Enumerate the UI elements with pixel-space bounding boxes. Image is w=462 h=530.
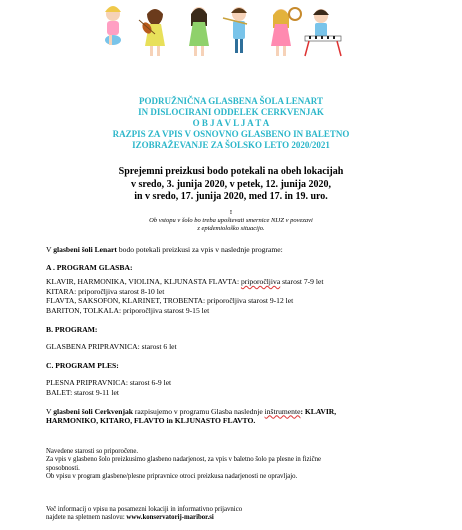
- child-drummer-figure: [105, 6, 121, 45]
- program-b-row-1: GLASBENA PRIPRAVNICA: starost 6 let: [46, 342, 177, 352]
- note-recommended-age: Navedene starosti so priporočene.: [46, 448, 139, 455]
- note-line-1: Ob vstopu v šolo bo treba upoštevati smernice NIJZ v povezavi: [149, 217, 313, 224]
- footer-line-2: najdete na spletnem naslovu: www.konservatorij-maribor.si: [46, 514, 214, 522]
- child-flutist-figure: [223, 7, 247, 53]
- heading-line-school: PODRUŽNIČNA GLASBENA ŠOLA LENART: [139, 96, 323, 106]
- program-c-title: C. PROGRAM PLES:: [46, 360, 119, 370]
- nijz-note: [90, 209, 372, 233]
- child-pianist-figure: [305, 9, 341, 56]
- child-singer-figure: [189, 7, 209, 56]
- program-a-row-1: KLAVIR, HARMONIKA, VIOLINA, KLJUNASTA FLAVTA: priporočljiva starost 7-9 let: [46, 277, 324, 287]
- note-preparatory: Ob vpisu v program glasbene/plesne pripravnice otroci preizkusa nadarjenosti ne opravljajo.: [46, 473, 298, 481]
- footer-line-1: Več informacij o vpisu na posamezni lokaciji in informativno prijavnico: [46, 506, 243, 513]
- program-c-row-1: PLESNA PRIPRAVNICA: starost 6-9 let: [46, 378, 172, 388]
- cerkvenjak-intro: V glasbeni šoli Cerkvenjak razpisujemo v programu Glasba naslednje inštrumente: KLAVIR,: [46, 406, 337, 416]
- cerkvenjak-instruments: HARMONIKO, KITARO, FLAVTO in KLJUNASTO FLAVTO.: [46, 416, 256, 426]
- program-c-row-2: BALET: starost 9-11 let: [46, 387, 119, 397]
- heading-line-year: IZOBRAŽEVANJE ZA ŠOLSKO LETO 2020/2021: [132, 140, 330, 150]
- program-b-title: B. PROGRAM:: [46, 324, 98, 334]
- note-line-2: z epidemiološko situacijo.: [197, 225, 265, 232]
- child-tambourine-figure: [271, 8, 301, 56]
- additional-notes: [46, 448, 446, 482]
- note-exclamation: !: [229, 209, 233, 216]
- child-violinist-figure: [139, 9, 165, 56]
- lenart-intro: V glasbeni šoli Lenart bodo potekali preizkusi za vpis v naslednje programe:: [46, 245, 283, 254]
- dates-line-3: in v sredo, 17. junija 2020, med 17. in 19. uro.: [134, 191, 328, 202]
- note-exam-scope: Za vpis v glasbeno šolo preizkusimo glasbeno nadarjenost, za vpis v baletno šolo pa plesne in fizične: [46, 456, 322, 464]
- dates-line-2: v sredo, 3. junija 2020, v petek, 12. junija 2020,: [130, 178, 332, 190]
- program-a-title: A . PROGRAM GLASBA:: [46, 262, 133, 272]
- website-link[interactable]: www.konservatorij-maribor.si: [126, 514, 214, 522]
- footer-info: [46, 506, 446, 523]
- program-a-row-3: FLAVTA, SAKSOFON, KLARINET, TROBENTA: priporočljiva starost 9-12 let: [46, 296, 294, 306]
- announcement-heading: [60, 96, 402, 151]
- note-exam-scope-cont: sposobnosti.: [46, 464, 80, 472]
- dates-line-1: Sprejemni preizkusi bodo potekali na obeh lokacijah: [118, 166, 344, 177]
- exam-dates: [60, 166, 402, 204]
- program-a-row-2: KITARA: priporočljiva starost 8-10 let: [46, 286, 165, 296]
- heading-line-department: IN DISLOCIRANI ODDELEK CERKVENJAK: [138, 107, 324, 117]
- heading-line-call: RAZPIS ZA VPIS V OSNOVNO GLASBENO IN BALETNO: [112, 129, 350, 139]
- program-a-row-4: BARITON, TOLKALA: priporočljiva starost 9-15 let: [46, 305, 210, 315]
- lenart-programs: [46, 245, 446, 426]
- children-musicians-illustration: [95, 2, 345, 62]
- heading-line-announce: O B J A V L J A T A: [192, 118, 270, 128]
